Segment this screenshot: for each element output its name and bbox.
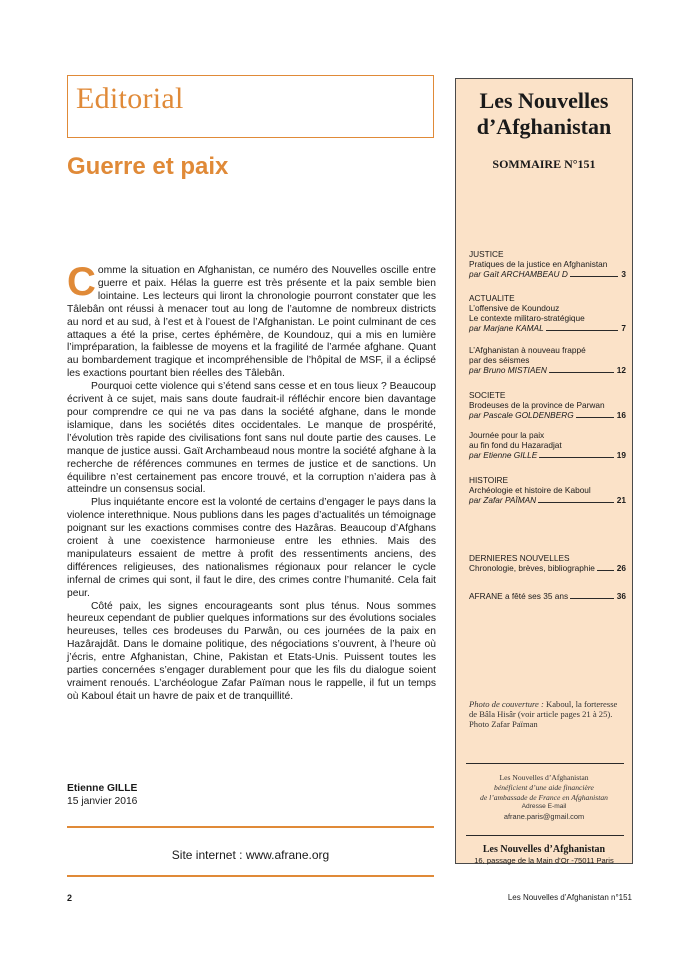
- toc-title: L’offensive de Koundouz: [469, 303, 560, 314]
- support-line2: bénéficient d’une aide financière: [494, 782, 594, 792]
- cover-caption-text: Kaboul, la forteresse de Bâla Hisâr (voir article pages 21 à 25). Photo Zafar Païman: [469, 699, 618, 729]
- signature-name: Etienne GILLE: [67, 783, 138, 794]
- toc-entry-societe[interactable]: [469, 390, 626, 420]
- editorial-header-box: [67, 75, 434, 138]
- sidebar-sommaire: [455, 78, 633, 864]
- website-link[interactable]: Site internet : www.afrane.org: [171, 848, 330, 862]
- sommaire-heading: SOMMAIRE N°151: [492, 157, 596, 171]
- toc-page: 3: [621, 269, 626, 280]
- toc-title: L’Afghanistan à nouveau frappé: [469, 345, 586, 355]
- toc-title: Pratiques de la justice en Afghanistan: [469, 259, 608, 270]
- paragraph-2: Pourquoi cette violence qui s’étend sans cesse et en tous lieux ? Beaucoup écrivent à ce sujet, mais sans doute faudrait-il réfléchir encore bien davantage pour comprendre ce qui ne va pas dans la société afghane, dans le monde islamique, dans les sociétés dites occidentales. Le manque de prospérité, l’évolution très rapide des civilisations font sans nul doute partie des causes. Le manque de justice aussi. Gaït Archambeaud nous montre la société afghane à la recherche de références communes en termes de justice et de sanctions. Un équilibre n’est certainement pas encore trouvé, et la corruption n’aidera pas à atteindre un consensus social.: [67, 381, 436, 496]
- sidebar-divider-2: [466, 835, 624, 836]
- toc-title: Chronologie, brèves, bibliographie: [469, 563, 595, 574]
- toc-title: Archéologie et histoire de Kaboul: [469, 485, 591, 496]
- toc-title: Brodeuses de la province de Parwan: [469, 400, 605, 411]
- sidebar-divider-1: [466, 763, 624, 764]
- toc-leader-line: [570, 598, 614, 599]
- drop-cap: C: [67, 260, 96, 304]
- toc-leader-line: [546, 330, 619, 331]
- support-line1: Les Nouvelles d’Afghanistan: [499, 773, 589, 782]
- toc-author: par Gaït ARCHAMBEAU D: [469, 269, 568, 280]
- toc-author: par Marjane KAMAL: [469, 323, 544, 334]
- toc-author: par Etienne GILLE: [469, 450, 538, 461]
- toc-page: 12: [616, 365, 626, 376]
- support-line3: de l’ambassade de France en Afghanistan: [480, 792, 608, 802]
- email-label: Adresse E-mail: [521, 803, 567, 811]
- article-body: [67, 260, 436, 704]
- toc-page: 16: [616, 410, 626, 421]
- toc-entry-afrane[interactable]: [469, 591, 626, 601]
- toc-title: Journée pour la paix: [469, 430, 545, 440]
- toc-leader-line: [539, 457, 614, 458]
- toc-entry-actualite[interactable]: [469, 293, 626, 333]
- magazine-title-line1: Les Nouvelles: [479, 88, 609, 113]
- toc-page: 36: [616, 591, 626, 601]
- toc-category: HISTOIRE: [469, 475, 509, 485]
- cover-caption: [469, 699, 624, 729]
- page-number: 2: [67, 893, 73, 903]
- toc-leader-line: [570, 276, 619, 277]
- toc-leader-line: [597, 570, 614, 571]
- publisher-address: 16, passage de la Main d’Or -75011 Paris: [474, 856, 614, 865]
- footer-issue: Les Nouvelles d’Afghanistan n°151: [507, 893, 632, 902]
- toc-leader-line: [576, 417, 614, 418]
- magazine-title-line2: d’Afghanistan: [476, 114, 612, 139]
- publisher-info: [456, 844, 632, 866]
- toc-title: par des séismes: [469, 355, 530, 366]
- toc-title: AFRANE a fêté ses 35 ans: [469, 591, 569, 601]
- funding-notice: [456, 773, 632, 822]
- toc-entry-seismes[interactable]: [469, 345, 626, 375]
- toc-entry-justice[interactable]: [469, 249, 626, 279]
- article-headline: Guerre et paix: [67, 153, 229, 180]
- toc-category: SOCIETE: [469, 390, 506, 400]
- publisher-name: Les Nouvelles d’Afghanistan: [482, 844, 606, 855]
- toc-author: par Pascale GOLDENBERG: [469, 410, 574, 421]
- editorial-label: Editorial: [76, 82, 184, 115]
- divider-bottom: [67, 875, 434, 877]
- toc-author: par Zafar PAÏMAN: [469, 495, 537, 506]
- toc-category: DERNIERES NOUVELLES: [469, 553, 570, 563]
- toc-entry-paix[interactable]: [469, 430, 626, 460]
- toc-category: ACTUALITE: [469, 293, 515, 303]
- cover-caption-label: Photo de couverture :: [469, 699, 544, 709]
- toc-author: par Bruno MISTIAEN: [469, 365, 547, 376]
- toc-title: au fin fond du Hazaradjat: [469, 440, 562, 451]
- signature-date: 15 janvier 2016: [67, 796, 138, 807]
- toc-leader-line: [549, 372, 614, 373]
- toc-leader-line: [538, 502, 614, 503]
- toc-page: 21: [616, 495, 626, 506]
- email-link[interactable]: afrane.paris@gmail.com: [503, 812, 585, 822]
- toc-page: 7: [621, 323, 626, 334]
- toc-page: 19: [616, 450, 626, 461]
- paragraph-3: Plus inquiétante encore est la volonté de certains d’engager le pays dans la violence interethnique. Nous publions dans les pages d’actualités un témoignage poignant sur les exactions commises contre des Hazâras. Beaucoup d’Afghans croient à une coexistence harmonieuse entre les ethnies. Mais des manipulateurs essaient de mettre à profit des ressentiments anciens, des différences religieuses, des nationalismes régionaux pour relancer le cycle infernal de crimes qui sont, il faut le dire, des crimes contre l’humanité. Cela fait peur.: [67, 497, 436, 599]
- toc-category: JUSTICE: [469, 249, 504, 259]
- signature: [67, 782, 137, 808]
- toc-page: 26: [616, 563, 626, 574]
- divider-top: [67, 826, 434, 828]
- toc-entry-dernieres-nouvelles[interactable]: [469, 553, 626, 573]
- toc-title: Le contexte militaro-stratégique: [469, 313, 585, 324]
- paragraph-1-text: omme la situation en Afghanistan, ce numéro des Nouvelles oscille entre guerre et paix. Hélas la guerre est très présente et la paix semble bien lointaine. Les lecteurs qui liront la chronologie pourront constater que les Tâlebân ont réussi à menacer tout au long de l’automne de nombreux districts au nord et au sud, à l’est et à l’ouest de l’Afghanistan. Le point culminant de ces attaques a été la prise, certes éphémère, de Koundouz, qui a mis en lumière l’impréparation, la faiblesse de moyens et la fragilité de l’armée afghane. Quant au bombardement tragique et incompréhensible de l’hôpital de MSF, il a éclipsé les exactions pourtant bien réelles des Tâlebân.: [67, 265, 436, 380]
- toc-entry-histoire[interactable]: [469, 475, 626, 505]
- paragraph-1: [67, 260, 436, 381]
- magazine-title: [456, 88, 632, 140]
- paragraph-4: Côté paix, les signes encourageants sont plus ténus. Nous sommes heureux cependant de publier quelques informations sur des évolutions sociales heureuses, telles ces brodeuses du Parwân, ou ces journées de la paix en Hazârajdât. Dans le domaine politique, des négociations s’ouvrent, à l’heure où j’écris, entre Afghanistan, Chine, Pakistan et Etats-Unis. Puissent toutes les parties concernées s’engager durablement pour que les fils du dialogue soient vraiment renoués. L’archéologue Zafar Païman nous le rappelle, il fut un temps où Kaboul était un havre de paix et de tranquillité.: [67, 600, 436, 702]
